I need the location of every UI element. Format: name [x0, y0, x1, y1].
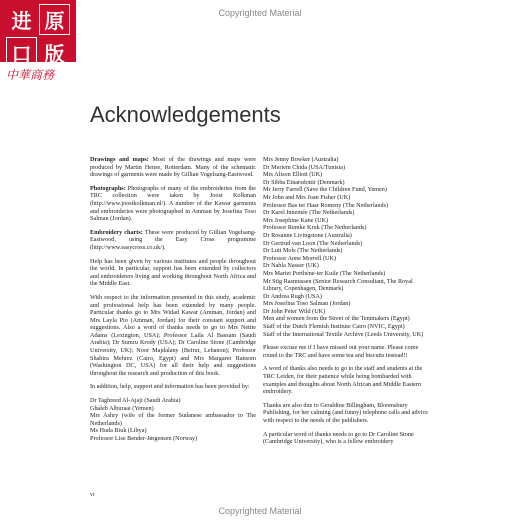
name-entry: Staff of the International Textile Archive (Leeds University, UK): [263, 330, 424, 338]
page-number: vi: [90, 492, 95, 498]
name-entry: Mr Jerry Farrell (Save the Children Fund, Yemen): [263, 186, 387, 194]
name-entry: Ms Huda Biuk (Libya): [90, 427, 147, 435]
name-entry: Mrs Josephine Kane (UK): [263, 216, 329, 224]
left-column: [90, 156, 256, 443]
name-entry: Mrs Ashry (wife of the former Sudanese ambassador to The Netherlands): [90, 412, 256, 427]
paragraph: A particular word of thanks needs to go to Dr Caroline Stone (Cambridge University), who is a fellow embroidery: [263, 430, 414, 446]
copyright-watermark-top: Copyrighted Material: [218, 8, 302, 18]
paragraph-label: Embroidery charts:: [90, 228, 143, 236]
paragraph: Thanks are also due to Geraldine Billingham, Bloomsbury Publishing, for her calming (and funny) telephone calls and advice with respect to the needs of the publishers.: [263, 401, 428, 424]
name-entry: Dr Meriem Chida (USA/Tunisia): [263, 163, 346, 171]
name-entry: Mrs Mariet Porthéne-ter Kuile (The Netherlands): [263, 269, 386, 277]
name-entry: Mrs Josefina Toso Salman (Jordan): [263, 300, 351, 308]
name-entry: Dr John Peter Wild (UK): [263, 307, 326, 315]
name-entry: Ghaleb Alburaai (Yemen): [90, 404, 154, 412]
paragraph: With respect to the information presented in this study, academic and professional help has been extended by many people. Particular thanks go to Mrs Widad Kawar (Amman, Jordan) and Mrs Layla Pio (Amman, Jordan) for their constant support and suggestions. Also a word of thanks needs to go to Mrs Nettie Adams (Lexington, USA); Professor Laila Al Bassam (Saudi Arabia); Dr Sumru Krody (USA); Dr Caroline Stone (Cambridge University, UK); Noor Majdalany (Beirut, Lebanon); Professor Shahira Mehrez (Cairo, Egypt) and Mrs Margaret Ransom (Washington DC, USA) for all their help and suggestions throughout the research and production of this book.: [90, 293, 256, 377]
name-entry: Mrs Jenny Bowker (Australia): [263, 156, 339, 163]
paragraph: [90, 185, 256, 223]
name-entry: Mrs Alison Elliott (UK): [263, 171, 323, 179]
name-entry: Dr Taghreed Al-Ajaji (Saudi Arabia): [90, 397, 181, 405]
paragraph-text: Photographs of many of the embroideries from the TRC collection were taken by Joost Kolkman (http://www.joostkolkman.nl/). A number of the Kawar garments and embroideries were photographed in Amman by Josefina Toso Salman (Jordan).: [90, 184, 256, 223]
name-entry: Men and women from the Street of the Tentmakers (Egypt): [263, 315, 410, 323]
logo-char: 进: [11, 9, 32, 33]
paragraph-text: Most of the drawings and maps were produced by Martin Hense, Rotterdam. Many of the schematic drawings of garments were made by Gillian Vogelsang-Eastwood.: [90, 156, 257, 179]
name-entry: Dr Andrea Rugh (USA): [263, 292, 322, 300]
name-entry: Professor Anne Morrell (UK): [263, 254, 337, 262]
name-entry: Mr Stig Rasmussen (Senior Research Consultant, The Royal Library, Copenhagen, Denmark): [263, 277, 413, 293]
logo-char: 口: [6, 37, 37, 68]
name-entry: Dr Nahla Nasser (UK): [263, 262, 319, 270]
name-entry: Dr Sibba Einarsdottir (Denmark): [263, 178, 345, 186]
paragraph-text: These were produced by Gillian Vogelsang-Eastwood, using the Easy Cross programme (http://www.easycross.co.uk/).: [90, 228, 256, 251]
name-entry: Dr Luit Mols (The Netherlands): [263, 247, 343, 255]
paragraph: Help has been given by various institutes and people throughout the world. In particular, support has been extended by collectors and embroiderers living and working throughout North Africa and the Middle East.: [90, 257, 256, 288]
name-entry: Mr John and Mrs Joan Fisher (UK): [263, 193, 351, 201]
logo-subtitle: 中華商務: [6, 68, 55, 82]
name-entry: Professor Bas ter Haar Romeny (The Netherlands): [263, 201, 389, 209]
logo-char: 原: [39, 4, 70, 35]
paragraph: In addition, help, support and information has been provided by:: [90, 383, 250, 391]
paragraph: [90, 156, 256, 179]
paragraph-label: Photographs:: [90, 184, 126, 192]
paragraph: [90, 229, 256, 252]
name-entry: Dr Karel Innemée (The Netherlands): [263, 209, 355, 217]
paragraph-label: Drawings and maps:: [90, 156, 149, 163]
name-entry: Professor Remke Kruk (The Netherlands): [263, 224, 367, 232]
publisher-logo: [0, 0, 76, 66]
copyright-watermark-bottom: Copyrighted Material: [218, 506, 302, 516]
logo-char: 版: [44, 42, 65, 66]
paragraph: A word of thanks also needs to go to the staff and students at the TRC Leiden, for their patience while being bombarded with examples and thoughts about North African and Middle Eastern embroidery.: [263, 365, 423, 396]
name-entry: Dr Gertrud van Loon (The Netherlands): [263, 239, 363, 247]
name-entry: Professor Lise Bender-Jørgensen (Norway): [90, 435, 198, 442]
right-column: [263, 156, 433, 452]
name-entry: Dr Rosanne Livingstone (Australia): [263, 231, 352, 239]
page-title: Acknowledgements: [90, 102, 281, 127]
name-entry: Staff of the Dutch Flemish Institute Cairo (NVIC, Egypt): [263, 323, 405, 331]
paragraph: Please excuse me if I have missed out your name. Please come round to the TRC and have some tea and biscuits instead!!: [263, 344, 419, 359]
